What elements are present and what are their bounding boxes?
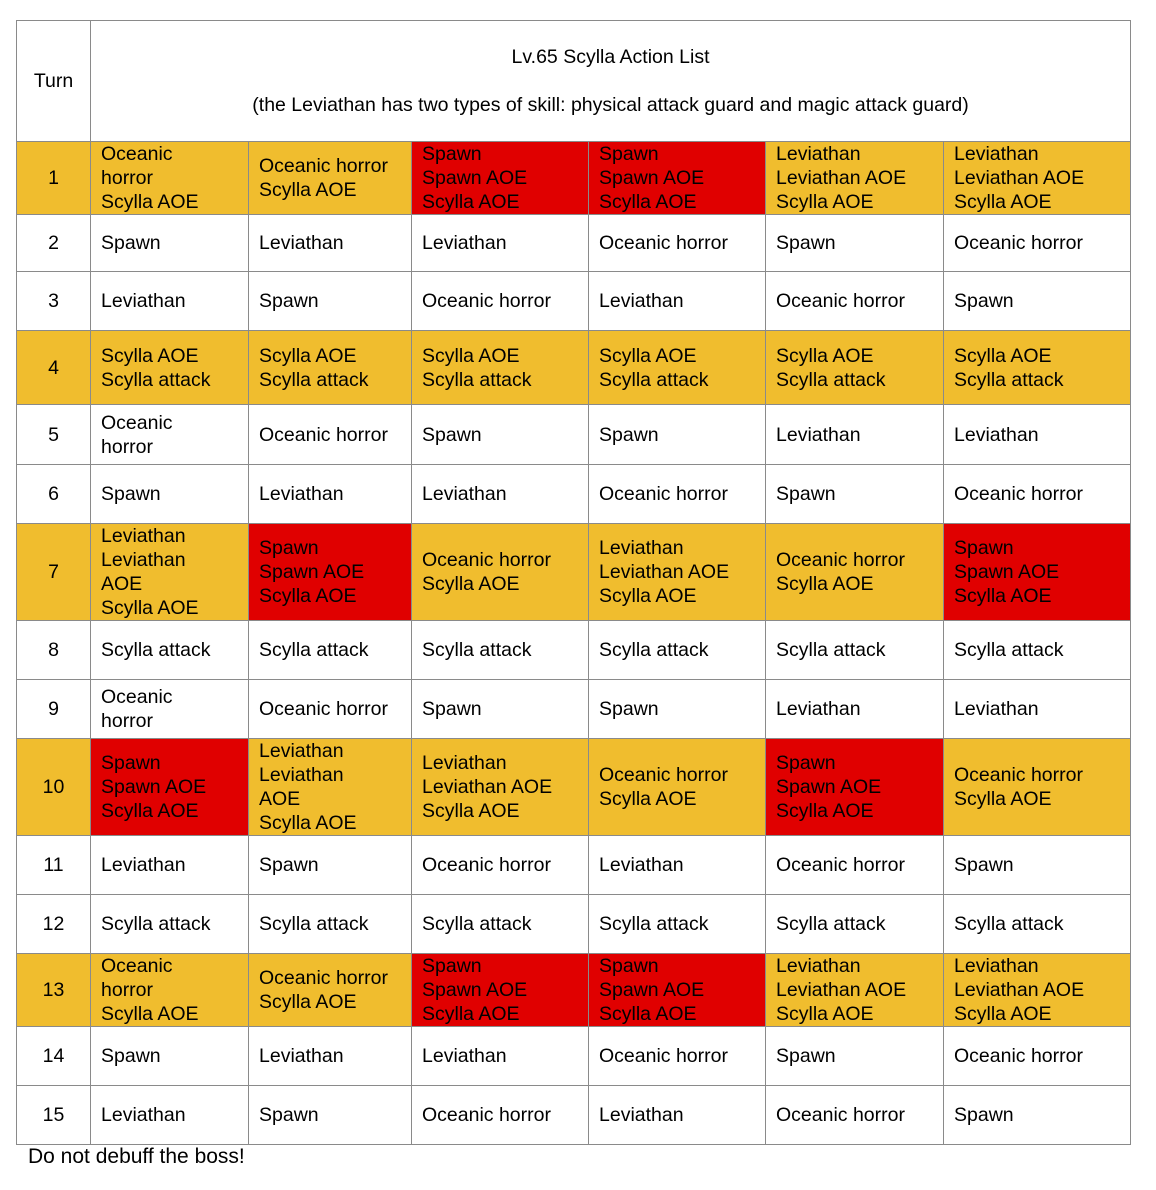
action-cell: Leviathan	[412, 1027, 589, 1086]
turn-number: 12	[17, 895, 91, 954]
action-cell: Leviathan	[944, 405, 1131, 465]
action-cell: Oceanic horror	[589, 1027, 766, 1086]
action-cell: Spawn Spawn AOE Scylla AOE	[589, 142, 766, 215]
action-cell: Leviathan Leviathan AOE Scylla AOE	[944, 142, 1131, 215]
action-cell: Oceanic horror	[589, 215, 766, 272]
action-cell: Leviathan Leviathan AOE Scylla AOE	[766, 142, 944, 215]
action-cell: Oceanic horror	[944, 1027, 1131, 1086]
action-cell: Oceanic horror	[91, 405, 249, 465]
action-cell: Scylla attack	[91, 621, 249, 680]
action-cell: Leviathan	[91, 836, 249, 895]
table-row	[17, 680, 1131, 739]
action-cell: Spawn	[249, 836, 412, 895]
action-cell: Spawn	[944, 272, 1131, 331]
action-cell: Scylla AOE Scylla attack	[944, 331, 1131, 405]
table-row	[17, 836, 1131, 895]
action-cell: Scylla attack	[944, 621, 1131, 680]
action-cell: Oceanic horror Scylla AOE	[249, 954, 412, 1027]
action-cell: Spawn	[766, 215, 944, 272]
turn-number: 13	[17, 954, 91, 1027]
action-cell: Leviathan Leviathan AOE Scylla AOE	[589, 524, 766, 621]
action-cell: Scylla AOE Scylla attack	[249, 331, 412, 405]
turn-number: 10	[17, 739, 91, 836]
action-cell: Oceanic horror	[944, 215, 1131, 272]
action-cell: Spawn	[91, 1027, 249, 1086]
action-cell: Leviathan	[589, 836, 766, 895]
action-cell: Leviathan	[91, 272, 249, 331]
action-cell: Oceanic horror	[412, 1086, 589, 1145]
action-cell: Oceanic horror Scylla AOE	[944, 739, 1131, 836]
turn-header: Turn	[17, 21, 91, 142]
action-cell: Leviathan	[412, 465, 589, 524]
turn-number: 14	[17, 1027, 91, 1086]
action-cell: Oceanic horror Scylla AOE	[91, 142, 249, 215]
action-cell: Scylla AOE Scylla attack	[766, 331, 944, 405]
table-row	[17, 524, 1131, 621]
action-cell: Scylla attack	[589, 621, 766, 680]
action-cell: Spawn Spawn AOE Scylla AOE	[766, 739, 944, 836]
action-cell: Oceanic horror	[944, 465, 1131, 524]
action-cell: Leviathan	[412, 215, 589, 272]
action-cell: Oceanic horror	[412, 272, 589, 331]
action-cell: Leviathan	[249, 465, 412, 524]
action-cell: Oceanic horror	[249, 405, 412, 465]
action-cell: Leviathan Leviathan AOE Scylla AOE	[766, 954, 944, 1027]
action-cell: Leviathan	[766, 405, 944, 465]
action-cell: Scylla AOE Scylla attack	[412, 331, 589, 405]
action-cell: Spawn	[249, 1086, 412, 1145]
action-cell: Scylla attack	[91, 895, 249, 954]
turn-number: 6	[17, 465, 91, 524]
table-row	[17, 1086, 1131, 1145]
table-row	[17, 331, 1131, 405]
turn-number: 7	[17, 524, 91, 621]
action-cell: Leviathan Leviathan AOE Scylla AOE	[249, 739, 412, 836]
action-cell: Spawn Spawn AOE Scylla AOE	[412, 954, 589, 1027]
turn-number: 4	[17, 331, 91, 405]
action-cell: Spawn	[249, 272, 412, 331]
action-cell: Oceanic horror Scylla AOE	[91, 954, 249, 1027]
action-cell: Scylla attack	[766, 621, 944, 680]
table-row	[17, 895, 1131, 954]
action-cell: Leviathan	[249, 215, 412, 272]
table-title-cell	[91, 21, 1131, 142]
action-cell: Oceanic horror	[412, 836, 589, 895]
turn-number: 5	[17, 405, 91, 465]
action-cell: Spawn Spawn AOE Scylla AOE	[249, 524, 412, 621]
action-cell: Scylla attack	[412, 895, 589, 954]
action-cell: Leviathan Leviathan AOE Scylla AOE	[91, 524, 249, 621]
action-cell: Spawn Spawn AOE Scylla AOE	[91, 739, 249, 836]
action-cell: Spawn	[412, 405, 589, 465]
table-row	[17, 215, 1131, 272]
table-subtitle: (the Leviathan has two types of skill: physical attack guard and magic attack guard)	[252, 94, 969, 116]
action-cell: Spawn	[91, 215, 249, 272]
action-cell: Oceanic horror Scylla AOE	[412, 524, 589, 621]
turn-number: 1	[17, 142, 91, 215]
action-cell: Spawn	[944, 836, 1131, 895]
action-cell: Oceanic horror Scylla AOE	[249, 142, 412, 215]
action-cell: Leviathan	[944, 680, 1131, 739]
action-cell: Leviathan	[91, 1086, 249, 1145]
table-row	[17, 621, 1131, 680]
action-cell: Spawn	[944, 1086, 1131, 1145]
action-cell: Scylla attack	[412, 621, 589, 680]
action-cell: Spawn Spawn AOE Scylla AOE	[589, 954, 766, 1027]
action-cell: Oceanic horror Scylla AOE	[589, 739, 766, 836]
action-cell: Oceanic horror Scylla AOE	[766, 524, 944, 621]
action-cell: Oceanic horror	[589, 465, 766, 524]
action-cell: Spawn	[589, 680, 766, 739]
action-cell: Spawn	[412, 680, 589, 739]
action-cell: Scylla attack	[944, 895, 1131, 954]
action-cell: Oceanic horror	[766, 1086, 944, 1145]
action-list-table	[16, 20, 1131, 1145]
action-cell: Leviathan	[249, 1027, 412, 1086]
table-header-row	[17, 21, 1131, 142]
table-row	[17, 954, 1131, 1027]
action-cell: Spawn Spawn AOE Scylla AOE	[412, 142, 589, 215]
action-cell: Scylla attack	[249, 621, 412, 680]
action-cell: Scylla attack	[249, 895, 412, 954]
action-cell: Spawn	[766, 465, 944, 524]
table-title: Lv.65 Scylla Action List	[511, 46, 710, 68]
table-row	[17, 405, 1131, 465]
table-row	[17, 1027, 1131, 1086]
action-cell: Leviathan	[589, 1086, 766, 1145]
table-row	[17, 272, 1131, 331]
action-cell: Oceanic horror	[91, 680, 249, 739]
turn-number: 3	[17, 272, 91, 331]
turn-number: 11	[17, 836, 91, 895]
action-cell: Leviathan	[589, 272, 766, 331]
action-cell: Leviathan Leviathan AOE Scylla AOE	[944, 954, 1131, 1027]
action-cell: Scylla AOE Scylla attack	[589, 331, 766, 405]
table-row	[17, 142, 1131, 215]
action-cell: Leviathan	[766, 680, 944, 739]
action-cell: Spawn	[589, 405, 766, 465]
action-cell: Scylla attack	[589, 895, 766, 954]
action-cell: Scylla AOE Scylla attack	[91, 331, 249, 405]
turn-number: 2	[17, 215, 91, 272]
table-row	[17, 465, 1131, 524]
action-cell: Spawn Spawn AOE Scylla AOE	[944, 524, 1131, 621]
table-row	[17, 739, 1131, 836]
action-cell: Spawn	[91, 465, 249, 524]
action-cell: Scylla attack	[766, 895, 944, 954]
turn-number: 15	[17, 1086, 91, 1145]
turn-number: 8	[17, 621, 91, 680]
action-cell: Oceanic horror	[766, 836, 944, 895]
footer-note: Do not debuff the boss!	[28, 1145, 245, 1168]
action-cell: Oceanic horror	[766, 272, 944, 331]
action-cell: Spawn	[766, 1027, 944, 1086]
action-cell: Oceanic horror	[249, 680, 412, 739]
action-cell: Leviathan Leviathan AOE Scylla AOE	[412, 739, 589, 836]
turn-number: 9	[17, 680, 91, 739]
